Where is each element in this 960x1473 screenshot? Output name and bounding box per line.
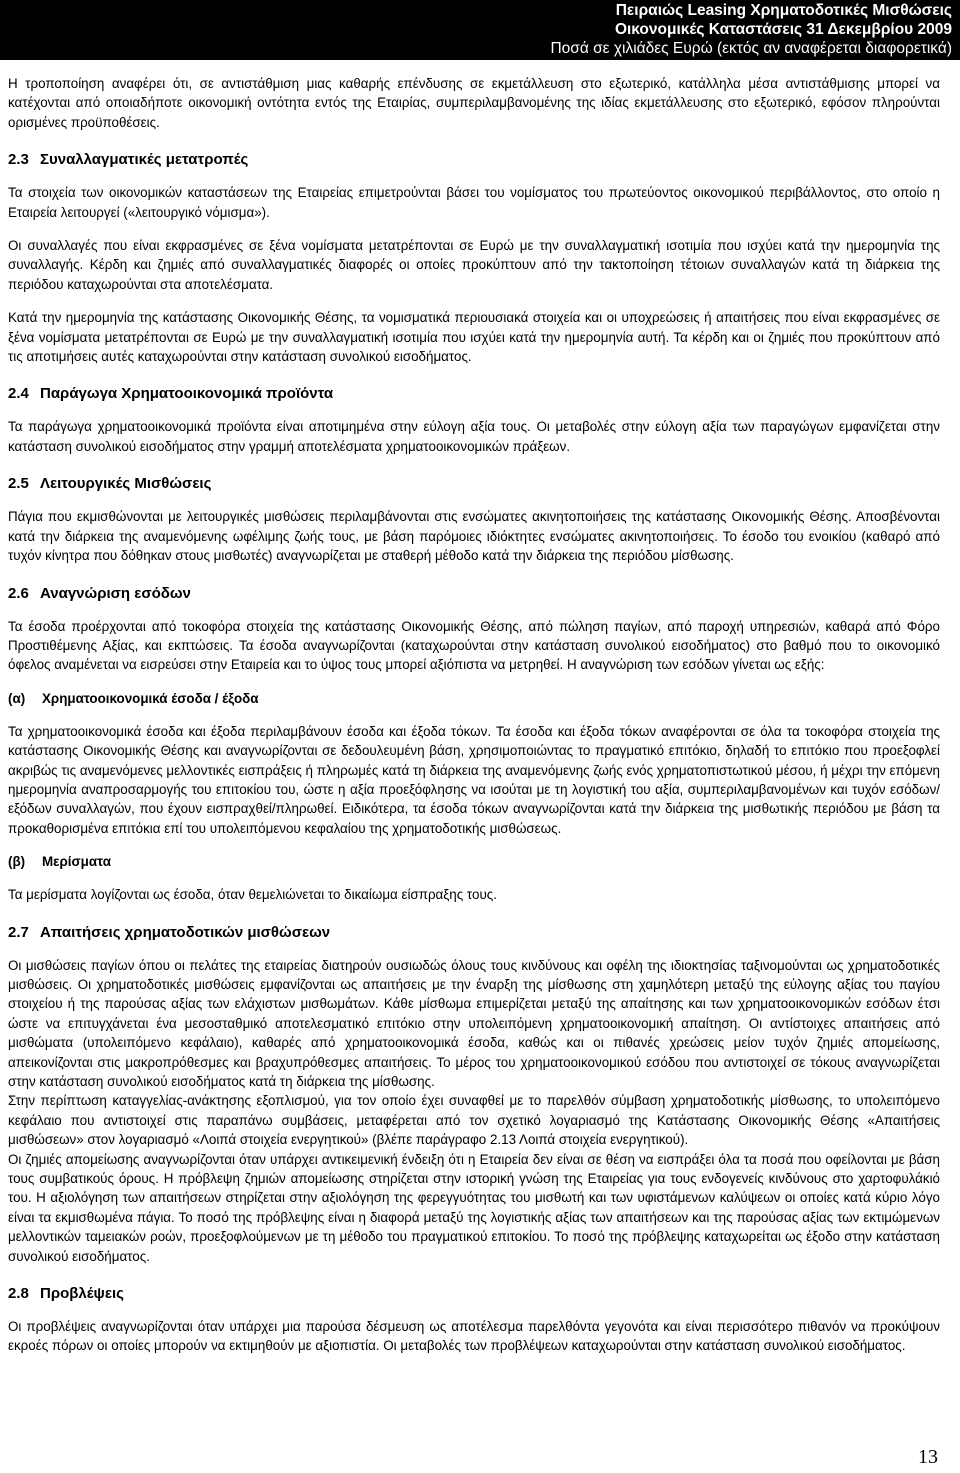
paragraph: Κατά την ημερομηνία της κατάστασης Οικονομικής Θέσης, τα νομισματικά περιουσιακά στοιχεία και οι υποχρεώσεις ή απαιτήσεις που είναι εκφρασμένες σε ξένα νομίσματα μετατρέπονται σε Ευρώ με την συναλλαγματική ισοτιμία που ισχύει κατά την ημερομηνία αυτή. Τα κέρδη και οι ζημιές που προκύπτουν από τις αποτιμήσεις αυτές καταχωρούνται στην κατάσταση συνολικού εισοδήματος. (8, 310, 940, 365)
paragraph: Τα έσοδα προέρχονται από τοκοφόρα στοιχεία της κατάστασης Οικονομικής Θέσης, από πώληση παγίων, από παροχή υπηρεσιών, καθαρά από Φόρο Προστιθέμενης Αξίας, και εκπτώσεις. Τα έσοδα αναγνωρίζονται (καταχωρούνται στην κατάσταση συνολικού εισοδήματος) στο βαθμό που το οικονομικό όφελος αναμένεται να εισρεύσει στην Εταιρεία και το ύψος τους μπορεί αξιόπιστα να μετρηθεί. Η αναγνώριση των εσόδων γίνεται ως εξής: (8, 618, 940, 673)
section-number: 2.5 (8, 475, 29, 493)
section-title: Συναλλαγματικές μετατροπές (40, 151, 249, 169)
paragraph: Τα χρηματοοικονομικά έσοδα και έξοδα περιλαμβάνουν έσοδα και έξοδα τόκων. Τα έσοδα και έξοδα τόκων αναφέρονται σε όλα τα τοκοφόρα στοιχεία της κατάστασης Οικονομικής Θέσης και αναγνωρίζονται σε δεδουλευμένη βάση, χρησιμοποιώντας το πραγματικό επιτόκιο, δηλαδή το επιτόκιο που προεξοφλεί ακριβώς τις αναμενόμενες μελλοντικές εισπράξεις ή πληρωμές κατά τη διάρκεια της αναμενόμενης ζωής ενός χρηματοπιστωτικού μέσου, ή μέχρι την επόμενη ημερομηνία αναπροσαρμογής του επιτοκίου του, ώστε η αξία προεξόφλησης να ισούται με τη λογιστική του αξία, συμπεριλαμβανομένων και τυχόν εσόδων/εξόδων συναλλαγών, που έχουν εισπραχθεί/πληρωθεί. Ειδικότερα, τα έσοδα τόκων αναγνωρίζονται κατά την διάρκεια της μισθωτικής περιόδου με βάση τα προκαθορισμένα επιτόκια επί του υπολειπόμενου κεφαλαίου της χρηματοδοτικής μισθώσεως. (8, 723, 940, 836)
section-number: 2.8 (8, 1285, 29, 1303)
section-number: 2.4 (8, 385, 29, 403)
subsection-heading-a (8, 689, 940, 708)
section-number: 2.7 (8, 923, 29, 941)
section-heading-2-7 (8, 923, 940, 942)
section-heading-2-5 (8, 474, 940, 493)
section-heading-2-4 (8, 384, 940, 403)
section-heading-2-8 (8, 1284, 940, 1303)
paragraph: Οι ζημιές απομείωσης αναγνωρίζονται όταν υπάρχει αντικειμενική ένδειξη ότι η Εταιρεία δεν είναι σε θέση να εισπράξει όλα τα ποσά που οφείλονται με βάση τους συμβατικούς όρους. Η πρόβλεψη ζημιών απομείωσης στηρίζεται στην ιστορική γνώση της Εταιρείας για τους ενδογενείς κινδύνους στο χαρτοφυλάκιό του. Η αξιολόγηση των απαιτήσεων στηρίζεται στην αξιολόγηση της φερεγγυότητας του μισθωτή και των υφιστάμενων καλύψεων οι οποίες κατά κύριο λόγο είναι τα εκμισθωμένα πάγια. Το ποσό της πρόβλεψης είναι η διαφορά μεταξύ της λογιστικής αξίας των απαιτήσεων και της παρούσας αξίας των εκτιμώμενων μελλοντικών ταμειακών ροών, προεξοφλούμενων με τη μέθοδο του πραγματικού επιτοκίου. Το ποσό της πρόβλεψης καταχωρείται ως έξοδο στην κατάσταση συνολικού εισοδήματος. (8, 1151, 940, 1264)
subsection-mark: (α) (8, 690, 26, 706)
subsection-title: Χρηματοοικονομικά έσοδα / έξοδα (42, 690, 259, 706)
paragraph: Τα στοιχεία των οικονομικών καταστάσεων της Εταιρείας επιμετρούνται βάσει του νομίσματος του πρωτεύοντος οικονομικού περιβάλλοντος, στο οποίο η Εταιρεία λειτουργεί («λειτουργικό νόμισμα»). (8, 185, 940, 220)
section-title: Παράγωγα Χρηματοοικονομικά προϊόντα (40, 385, 334, 403)
section-heading-2-3 (8, 150, 940, 169)
subsection-mark: (β) (8, 854, 26, 870)
section-number: 2.3 (8, 151, 29, 169)
section-number: 2.6 (8, 584, 29, 602)
paragraph: Τα παράγωγα χρηματοοικονομικά προϊόντα είναι αποτιμημένα στην εύλογη αξία τους. Οι μεταβολές στην εύλογη αξία των παραγώγων εμφανίζεται στην κατάσταση συνολικού εισοδήματος στην γραμμή αποτελέσματα χρηματοοικονομικών πράξεων. (8, 419, 940, 454)
page-header (0, 0, 960, 60)
subsection-heading-b (8, 852, 940, 871)
paragraph: Οι συναλλαγές που είναι εκφρασμένες σε ξένα νομίσματα μετατρέπονται σε Ευρώ με την συναλλαγματική ισοτιμία που ισχύει κατά την ημερομηνία της συναλλαγής. Κέρδη και ζημιές από συναλλαγματικές διαφορές οι οποίες προκύπτουν από την τακτοποίηση τέτοιων συναλλαγών κατά τη διάρκεια της περιόδου καταχωρούνται στα αποτελέσματα. (8, 238, 940, 292)
section-title: Λειτουργικές Μισθώσεις (40, 475, 212, 493)
document-body (8, 74, 940, 1370)
section-heading-2-6 (8, 584, 940, 603)
section-title: Αναγνώριση εσόδων (40, 584, 191, 602)
subsection-title: Μερίσματα (42, 854, 111, 870)
page-number: 13 (918, 1446, 938, 1468)
paragraph: Οι μισθώσεις παγίων όπου οι πελάτες της εταιρείας διατηρούν ουσιωδώς όλους τους κινδύνους και οφέλη της ιδιοκτησίας ταξινομούνται ως χρηματοδοτικές μισθώσεις. Οι χρηματοδοτικές μισθώσεις εμφανίζονται ως απαιτήσεις με την έναρξη της μίσθωσης στη χαμηλότερη μεταξύ της εύλογης αξίας του παγίου στοιχείου ή της παρούσας αξίας των ελάχιστων μισθωμάτων. Κάθε μίσθωμα επιμερίζεται μεταξύ της απαίτησης και των χρηματοοικονομικών εσόδων έτσι ώστε να επιτυγχάνεται ένα μεσοσταθμικό αποτελεσματικό επιτόκιο στην υπολειπόμενη χρηματοοικονομική απαίτηση. Οι αντίστοιχες απαιτήσεις από μισθώματα (υπολειπόμενο κεφάλαιο), καθαρές από χρηματοοικονομικά έσοδα, καθώς και οι πιθανές χρεώσεις μείον τυχόν ζημιές απομείωσης, απεικονίζονται στις μακροπρόθεσμες και βραχυπρόθεσμες απαιτήσεις. Το μέρος του χρηματοοικονομικού εσόδου που αντιστοιχεί σε τόκους αναγνωρίζεται στην κατάσταση συνολικού εισοδήματος κατά τη διάρκεια της μίσθωσης. (8, 957, 940, 1089)
paragraph: Τα μερίσματα λογίζονται ως έσοδα, όταν θεμελιώνεται το δικαίωμα είσπραξης τους. (8, 887, 497, 903)
paragraph: Στην περίπτωση καταγγελίας-ανάκτησης εξοπλισμού, για τον οποίο έχει συναφθεί με το παρελθόν σύμβαση χρηματοδοτικής μίσθωσης, το υπολειπόμενο κεφάλαιο που αντιστοιχεί στις παραπάνω συμβάσεις, μεταφέρεται από τον σχετικό λογαριασμό της Κατάστασης Οικονομικής Θέσης «Απαιτήσεις μισθώσεων» στον λογαριασμό «Λοιπά στοιχεία ενεργητικού» (βλέπε παράγραφο 2.13 Λοιπά στοιχεία ενεργητικού). (8, 1093, 940, 1148)
paragraph: Οι προβλέψεις αναγνωρίζονται όταν υπάρχει μια παρούσα δέσμευση ως αποτέλεσμα παρελθόντα γεγονότα και είναι περισσότερο πιθανόν να προκύψουν εκροές πόρων οι οποίες μπορούν να εκτιμηθούν με αξιοπιστία. Οι μεταβολές των προβλέψεων καταχωρούνται στην κατάσταση συνολικού εισοδήματος. (8, 1319, 940, 1354)
section-title: Προβλέψεις (40, 1285, 124, 1303)
section-title: Απαιτήσεις χρηματοδοτικών μισθώσεων (40, 923, 331, 941)
statement-title: Οικονομικές Καταστάσεις 31 Δεκεμβρίου 2009 (614, 21, 952, 38)
intro-paragraph: Η τροποποίηση αναφέρει ότι, σε αντιστάθμιση μιας καθαρής επένδυσης σε εκμετάλλευση στο εξωτερικό, κατάλληλα μέσα αντιστάθμισης μπορεί να κατέχονται από οποιαδήποτε οικονομική οντότητα εντός της Εταιρίας, συμπεριλαμβανομένης της ιδίας εκμετάλλευσης στο εξωτερικό, εφόσον πληρούνται ορισμένες προϋποθέσεις. (8, 76, 940, 130)
paragraph: Πάγια που εκμισθώνονται με λειτουργικές μισθώσεις περιλαμβάνονται στις ενσώματες ακινητοποιήσεις της κατάστασης Οικονομικής Θέσης. Αποσβένονται κατά την διάρκεια της αναμενόμενης ωφέλιμης ζωής τους, με βάση παρόμοιες ιδιόκτητες ενσώματες ακινητοποιήσεις. Το έσοδο του ενοικίου (καθαρό από τυχόν κίνητρα που δόθηκαν στους μισθωτές) αναγνωρίζεται με σταθερή μέθοδο κατά την διάρκεια της περιόδου μίσθωσης. (8, 509, 940, 564)
currency-note: Ποσά σε χιλιάδες Ευρώ (εκτός αν αναφέρεται διαφορετικά) (550, 40, 952, 57)
company-name: Πειραιώς Leasing Χρηματοδοτικές Μισθώσεις (615, 2, 952, 19)
